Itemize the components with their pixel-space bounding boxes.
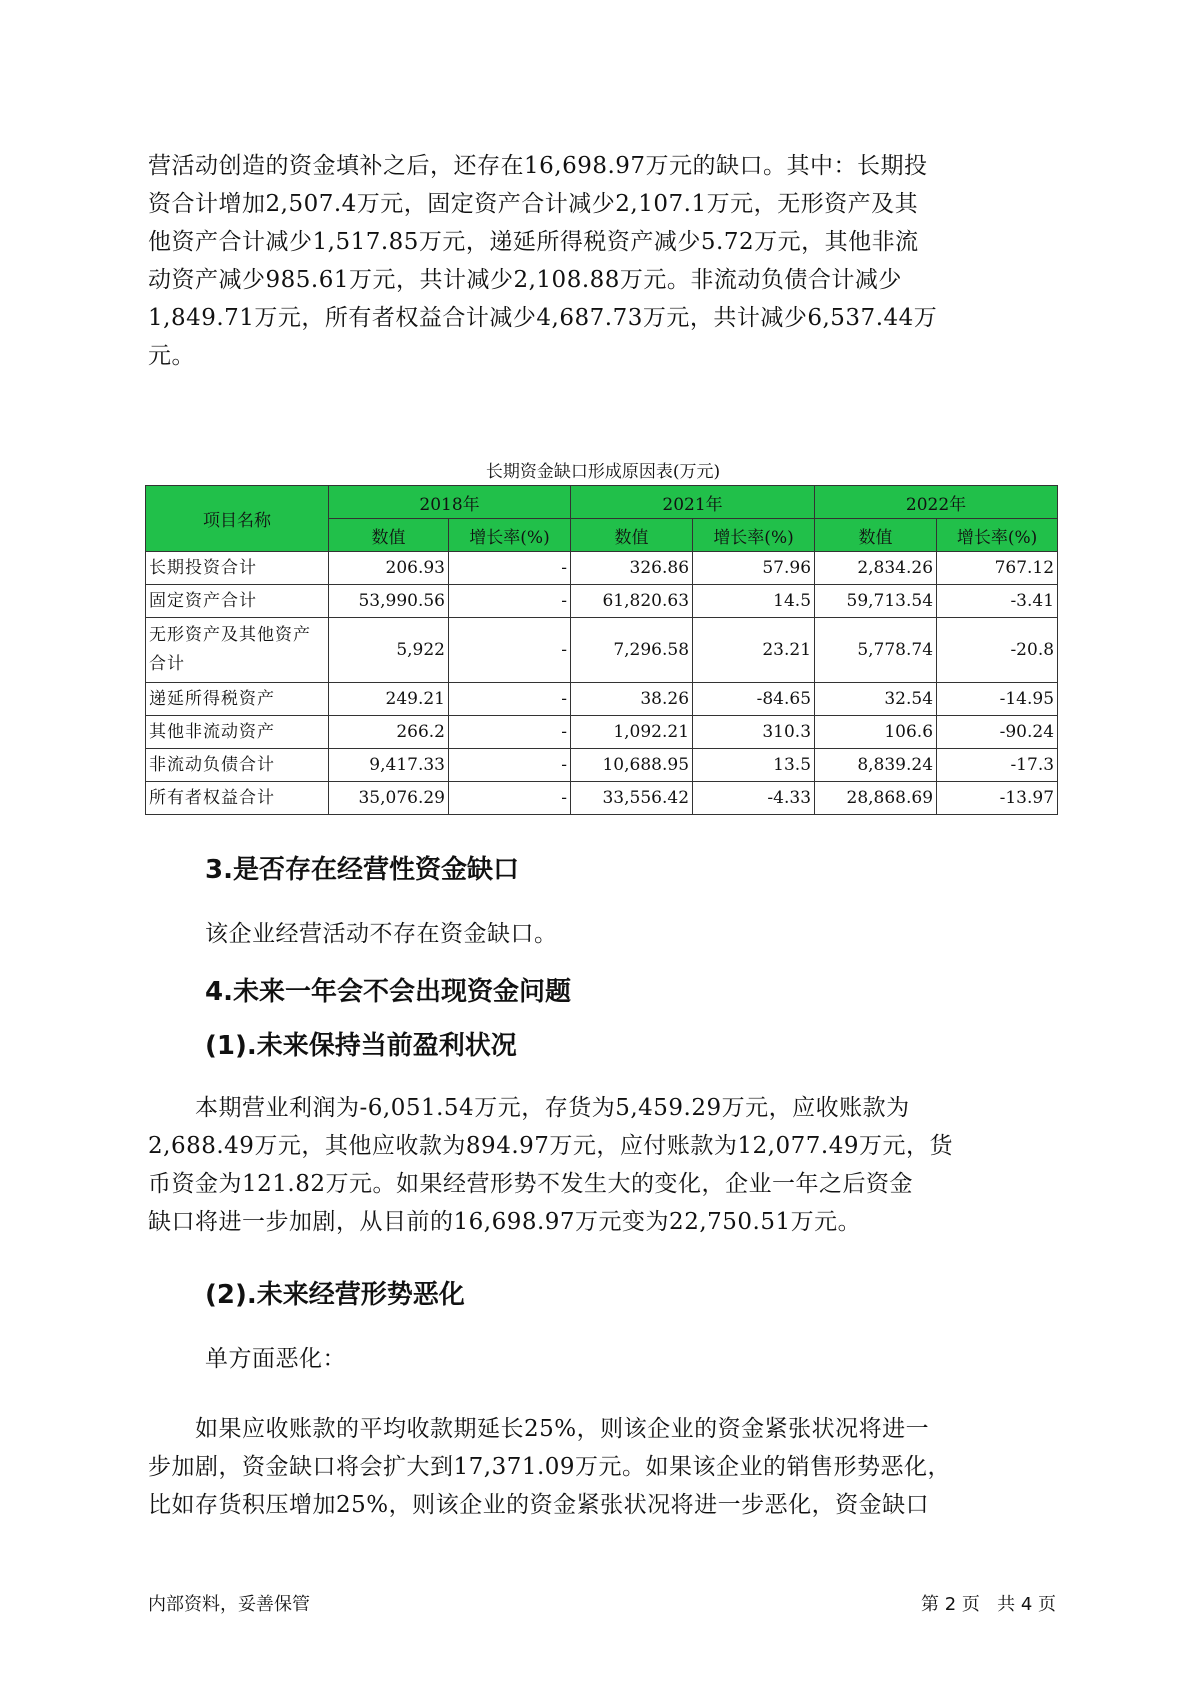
table-row <box>146 585 1058 618</box>
section-3-text: 该企业经营活动不存在资金缺口。 <box>205 921 558 947</box>
cell-growth-2022: -90.24 <box>937 716 1058 749</box>
cell-growth-2018: - <box>449 716 571 749</box>
text-line: 2,688.49万元，其他应收款为894.97万元，应付账款为12,077.49万元，货 <box>148 1133 953 1159</box>
cell-value-2022: 2,834.26 <box>815 552 937 585</box>
cell-value-2022: 8,839.24 <box>815 749 937 782</box>
subsection-2-paragraph <box>148 1410 1058 1524</box>
cell-growth-2018: - <box>449 749 571 782</box>
header-growth-rate: 增长率(%) <box>449 519 571 552</box>
cell-value-2018: 206.93 <box>329 552 449 585</box>
text-line: 1,849.71万元，所有者权益合计减少4,687.73万元，共计减少6,537.44万 <box>148 305 938 331</box>
cell-growth-2018: - <box>449 552 571 585</box>
cell-value-2021: 7,296.58 <box>571 618 693 683</box>
cell-value-2018: 35,076.29 <box>329 782 449 815</box>
cell-growth-2022: -3.41 <box>937 585 1058 618</box>
cell-growth-2021: 57.96 <box>693 552 815 585</box>
subsection-1-paragraph <box>148 1089 1058 1241</box>
text-line: 币资金为121.82万元。如果经营形势不发生大的变化，企业一年之后资金 <box>148 1171 913 1197</box>
cell-growth-2021: 310.3 <box>693 716 815 749</box>
cell-value-2018: 249.21 <box>329 683 449 716</box>
table-row <box>146 552 1058 585</box>
cell-growth-2022: -17.3 <box>937 749 1058 782</box>
row-name: 长期投资合计 <box>146 552 329 585</box>
table-row <box>146 716 1058 749</box>
cell-value-2021: 326.86 <box>571 552 693 585</box>
cell-growth-2021: 14.5 <box>693 585 815 618</box>
cell-value-2022: 5,778.74 <box>815 618 937 683</box>
cell-value-2021: 33,556.42 <box>571 782 693 815</box>
subsection-2-heading: (2).未来经营形势恶化 <box>205 1280 465 1310</box>
cell-value-2021: 10,688.95 <box>571 749 693 782</box>
intro-paragraph <box>148 147 1058 375</box>
row-name: 非流动负债合计 <box>146 749 329 782</box>
subsection-1-heading: (1).未来保持当前盈利状况 <box>205 1031 517 1061</box>
header-growth-rate: 增长率(%) <box>937 519 1058 552</box>
subsection-2-intro: 单方面恶化： <box>205 1346 346 1372</box>
text-line: 元。 <box>148 343 195 369</box>
cell-value-2018: 5,922 <box>329 618 449 683</box>
text-line: 资合计增加2,507.4万元，固定资产合计减少2,107.1万元，无形资产及其 <box>148 191 919 217</box>
text-line: 动资产减少985.61万元，共计减少2,108.88万元。非流动负债合计减少 <box>148 267 902 293</box>
long-term-funding-gap-table <box>145 485 1058 815</box>
cell-growth-2022: -20.8 <box>937 618 1058 683</box>
text-line: 他资产合计减少1,517.85万元，递延所得税资产减少5.72万元，其他非流 <box>148 229 919 255</box>
cell-growth-2018: - <box>449 782 571 815</box>
header-value: 数值 <box>571 519 693 552</box>
cell-value-2018: 266.2 <box>329 716 449 749</box>
cell-value-2022: 59,713.54 <box>815 585 937 618</box>
table-caption: 长期资金缺口形成原因表(万元) <box>485 462 721 482</box>
footer-confidential-note: 内部资料，妥善保管 <box>148 1594 310 1615</box>
header-item-name: 项目名称 <box>146 486 329 552</box>
row-name: 无形资产及其他资产合计 <box>146 618 329 683</box>
cell-value-2021: 1,092.21 <box>571 716 693 749</box>
header-year-2022: 2022年 <box>815 486 1058 519</box>
table-row <box>146 618 1058 683</box>
text-line: 步加剧，资金缺口将会扩大到17,371.09万元。如果该企业的销售形势恶化， <box>148 1454 952 1480</box>
cell-value-2022: 32.54 <box>815 683 937 716</box>
text-line: 缺口将进一步加剧，从目前的16,698.97万元变为22,750.51万元。 <box>148 1209 862 1235</box>
cell-growth-2022: 767.12 <box>937 552 1058 585</box>
row-name: 其他非流动资产 <box>146 716 329 749</box>
text-line: 比如存货积压增加25%，则该企业的资金紧张状况将进一步恶化，资金缺口 <box>148 1492 930 1518</box>
cell-growth-2018: - <box>449 618 571 683</box>
footer-page-number: 第 2 页 共 4 页 <box>921 1594 1056 1615</box>
cell-growth-2021: 23.21 <box>693 618 815 683</box>
row-name: 固定资产合计 <box>146 585 329 618</box>
header-value: 数值 <box>329 519 449 552</box>
cell-growth-2021: -84.65 <box>693 683 815 716</box>
cell-growth-2018: - <box>449 585 571 618</box>
cell-growth-2018: - <box>449 683 571 716</box>
cell-value-2018: 9,417.33 <box>329 749 449 782</box>
cell-growth-2021: -4.33 <box>693 782 815 815</box>
cell-value-2021: 38.26 <box>571 683 693 716</box>
cell-growth-2022: -13.97 <box>937 782 1058 815</box>
cell-value-2022: 106.6 <box>815 716 937 749</box>
table-row <box>146 782 1058 815</box>
header-growth-rate: 增长率(%) <box>693 519 815 552</box>
row-name: 递延所得税资产 <box>146 683 329 716</box>
section-4-heading: 4.未来一年会不会出现资金问题 <box>205 977 571 1007</box>
text-line: 营活动创造的资金填补之后，还存在16,698.97万元的缺口。其中：长期投 <box>148 153 928 179</box>
cell-value-2022: 28,868.69 <box>815 782 937 815</box>
cell-value-2021: 61,820.63 <box>571 585 693 618</box>
header-value: 数值 <box>815 519 937 552</box>
header-year-2018: 2018年 <box>329 486 571 519</box>
table-row <box>146 749 1058 782</box>
text-line: 本期营业利润为-6,051.54万元，存货为5,459.29万元，应收账款为 <box>148 1095 910 1121</box>
cell-growth-2022: -14.95 <box>937 683 1058 716</box>
row-name: 所有者权益合计 <box>146 782 329 815</box>
cell-growth-2021: 13.5 <box>693 749 815 782</box>
cell-value-2018: 53,990.56 <box>329 585 449 618</box>
table-row <box>146 683 1058 716</box>
header-year-2021: 2021年 <box>571 486 815 519</box>
text-line: 如果应收账款的平均收款期延长25%，则该企业的资金紧张状况将进一 <box>148 1416 930 1442</box>
section-3-heading: 3.是否存在经营性资金缺口 <box>205 855 519 885</box>
